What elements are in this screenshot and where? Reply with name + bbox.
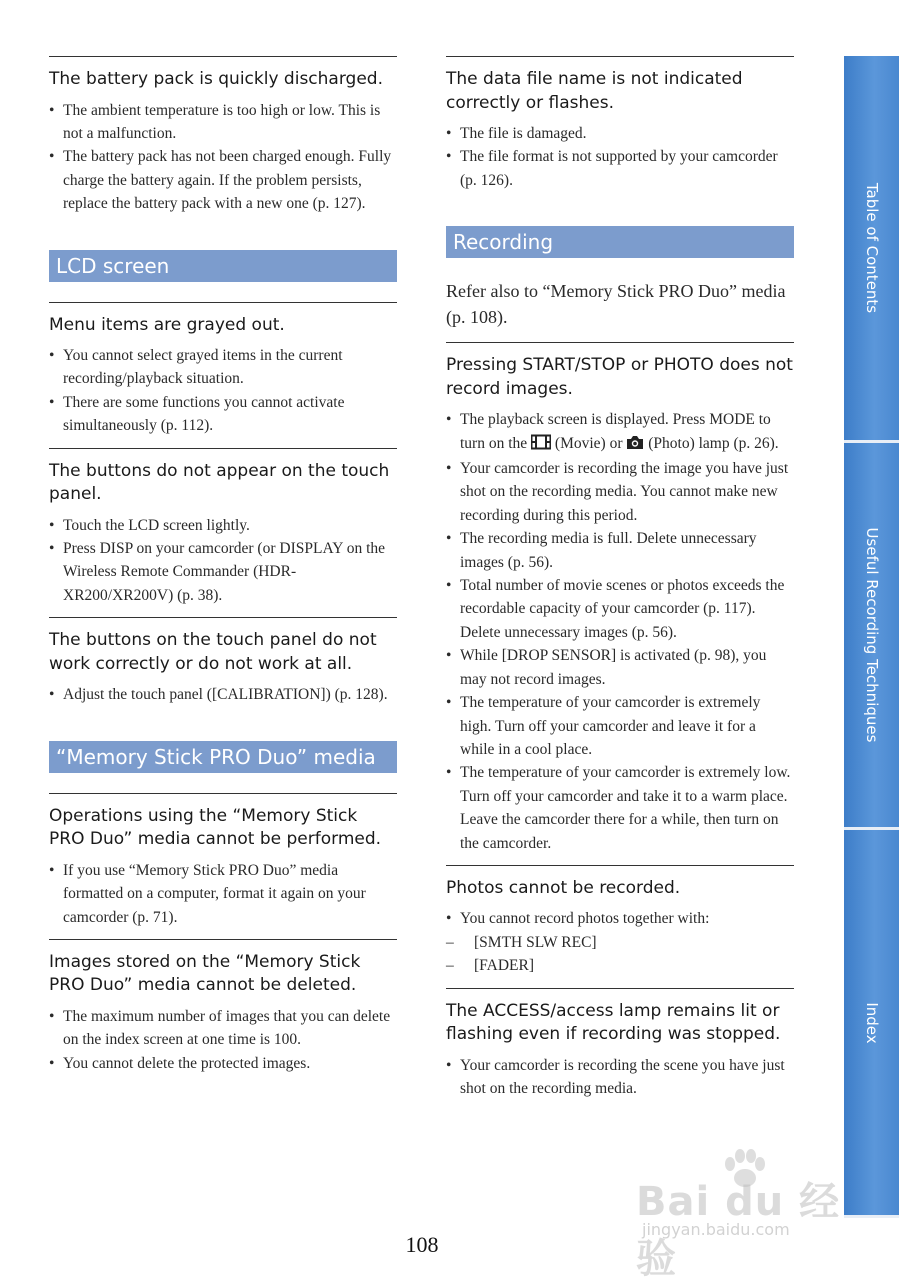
bullet-item: • Touch the LCD screen lightly. [49, 514, 397, 537]
section-heading-memory-stick: “Memory Stick PRO Duo” media [49, 741, 397, 773]
faq-data-file-name [446, 56, 794, 202]
bullet-list [446, 907, 794, 977]
page-number: 108 [405, 1232, 439, 1257]
faq-buttons-not-work [49, 617, 397, 716]
bullet-item: • If you use “Memory Stick PRO Duo” media formatted on a computer, format it again on your camcorder (p. 71). [49, 859, 397, 929]
question-heading: Photos cannot be recorded. [446, 877, 681, 898]
movie-film-icon [531, 434, 551, 457]
left-column [49, 56, 397, 1085]
question-heading: Images stored on the “Memory Stick PRO Duo” media cannot be deleted. [49, 951, 361, 996]
bullet-item: • While [DROP SENSOR] is activated (p. 98), you may not record images. [446, 644, 794, 691]
bullet-item: • The temperature of your camcorder is extremely low. Turn off your camcorder and take it to a warm place. Leave the camcorder there for a while, then turn on the camcorder. [446, 761, 794, 855]
question-heading: The buttons do not appear on the touch panel. [49, 460, 390, 505]
bullet-item: • The recording media is full. Delete unnecessary images (p. 56). [446, 527, 794, 574]
refer-also-note: Refer also to “Memory Stick PRO Duo” media (p. 108). [446, 281, 786, 328]
bullet-list [446, 122, 794, 192]
bullet-list [446, 408, 794, 855]
camera-icon [626, 434, 644, 457]
bullet-list [49, 99, 397, 216]
bullet-list [446, 1054, 794, 1101]
faq-buttons-not-appear [49, 448, 397, 618]
question-heading: The ACCESS/access lamp remains lit or flashing even if recording was stopped. [446, 1000, 781, 1045]
question-heading: The buttons on the touch panel do not work correctly or do not work at all. [49, 630, 377, 674]
bullet-item: • Your camcorder is recording the image you have just shot on the recording media. You cannot make new recording during this period. [446, 457, 794, 527]
tab-table-of-contents[interactable] [844, 56, 899, 443]
bullet-text: (Photo) lamp (p. 26). [648, 434, 779, 452]
side-tabs [844, 56, 899, 1218]
bullet-text: (Movie) or [554, 434, 623, 452]
bullet-item: • The file is damaged. [446, 122, 794, 145]
faq-operations-memory-stick [49, 793, 397, 939]
tab-label: Index [862, 1001, 881, 1044]
question-heading: Menu items are grayed out. [49, 314, 285, 335]
question-heading: Operations using the “Memory Stick PRO Duo” media cannot be performed. [49, 805, 382, 850]
tab-useful-recording-techniques[interactable] [844, 443, 899, 830]
bullet-item: • The maximum number of images that you can delete on the index screen at one time is 100. [49, 1005, 397, 1052]
bullet-item: • Total number of movie scenes or photos exceeds the recordable capacity of your camcorder (p. 117). Delete unnecessary images (p. 56). [446, 574, 794, 644]
bullet-item: • Adjust the touch panel ([CALIBRATION]) (p. 128). [49, 683, 397, 706]
section-heading-lcd-screen: LCD screen [49, 250, 397, 282]
bullet-item: • You cannot record photos together with: [446, 907, 794, 930]
bullet-item: • There are some functions you cannot activate simultaneously (p. 112). [49, 391, 397, 438]
sub-item: – [FADER] [446, 954, 794, 977]
baidu-jingyan-watermark [636, 1148, 842, 1282]
watermark-logo-text: Bai du 经验 [636, 1179, 841, 1282]
bullet-item: • The file format is not supported by your camcorder (p. 126). [446, 145, 794, 192]
bullet-item: • The ambient temperature is too high or low. This is not a malfunction. [49, 99, 397, 146]
bullet-list [49, 859, 397, 929]
bullet-item: • Press DISP on your camcorder (or DISPLAY on the Wireless Remote Commander (HDR-XR200/XR200V) (p. 38). [49, 537, 397, 607]
tab-label: Table of Contents [862, 182, 881, 314]
bullet-list [49, 344, 397, 438]
faq-access-lamp [446, 988, 794, 1111]
bullet-item: • You cannot delete the protected images. [49, 1052, 397, 1075]
faq-menu-grayed [49, 302, 397, 448]
question-heading: Pressing START/STOP or PHOTO does not record images. [446, 355, 793, 399]
faq-start-stop [446, 342, 794, 865]
bullet-item: • The battery pack has not been charged enough. Fully charge the battery again. If the problem persists, replace the battery pack with a new one (p. 127). [49, 145, 397, 215]
question-heading: The data file name is not indicated correctly or flashes. [446, 69, 743, 113]
tab-label: Useful Recording Techniques [862, 527, 881, 743]
bullet-item [446, 408, 794, 457]
faq-photos-not-recorded [446, 865, 794, 988]
bullet-item: • You cannot select grayed items in the current recording/playback situation. [49, 344, 397, 391]
tab-index[interactable] [844, 830, 899, 1218]
sub-item: – [SMTH SLW REC] [446, 931, 794, 954]
watermark-url: jingyan.baidu.com [642, 1220, 790, 1239]
bullet-list [49, 683, 397, 706]
bullet-item: • Your camcorder is recording the scene you have just shot on the recording media. [446, 1054, 794, 1101]
question-heading: The battery pack is quickly discharged. [49, 69, 383, 89]
bullet-list [49, 1005, 397, 1075]
faq-battery [49, 56, 397, 226]
bullet-list [49, 514, 397, 608]
bullet-text: The playback screen is displayed. Press MODE to turn on the [460, 411, 771, 452]
right-column [446, 56, 794, 1110]
bullet-item: • The temperature of your camcorder is extremely high. Turn off your camcorder and leave it for a while in a cool place. [446, 691, 794, 761]
faq-images-cannot-delete [49, 939, 397, 1085]
section-heading-recording: Recording [446, 226, 794, 258]
